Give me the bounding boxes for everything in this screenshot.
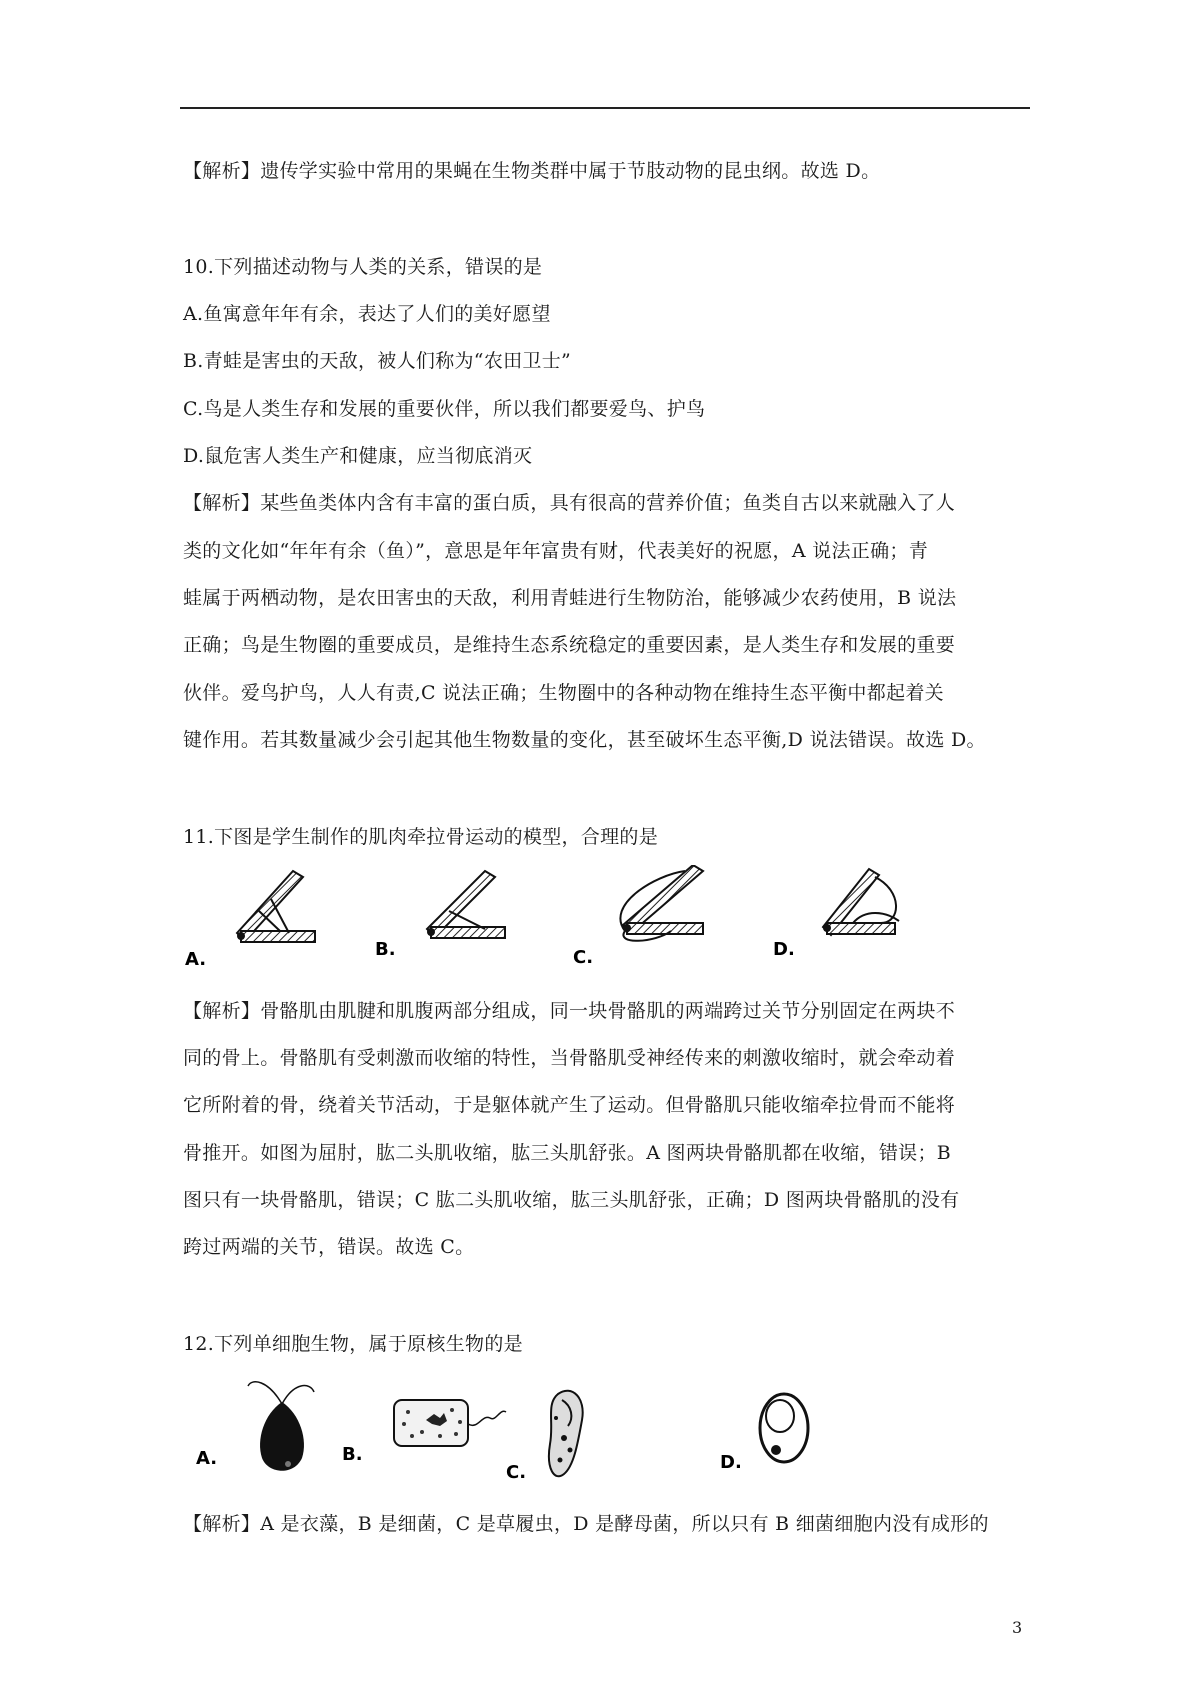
q12-label-a: A. (196, 1448, 218, 1469)
q10-analysis-line: 键作用。若其数量减少会引起其他生物数量的变化，甚至破坏生态平衡,D 说法错误。故选 D。 (183, 729, 986, 751)
q10-analysis-line: 正确；鸟是生物圈的重要成员，是维持生态系统稳定的重要因素，是人类生存和发展的重要 (183, 634, 956, 656)
q11-label-b: B. (375, 939, 396, 960)
q11-analysis-line: 骨推开。如图为屈肘，肱二头肌收缩，肱三头肌舒张。A 图两块骨骼肌都在收缩，错误；B (183, 1142, 952, 1164)
q10-stem: 10.下列描述动物与人类的关系，错误的是 (183, 256, 543, 278)
q10-option-c: C.鸟是人类生存和发展的重要伙伴，所以我们都要爱鸟、护鸟 (183, 398, 706, 420)
q11-label-d: D. (773, 939, 795, 960)
q11-stem: 11.下图是学生制作的肌肉牵拉骨运动的模型，合理的是 (183, 826, 659, 848)
q11-analysis-line: 它所附着的骨，绕着关节活动，于是躯体就产生了运动。但骨骼肌只能收缩牵拉骨而不能将 (183, 1094, 956, 1116)
q12-stem: 12.下列单细胞生物，属于原核生物的是 (183, 1333, 523, 1355)
q10-option-d: D.鼠危害人类生产和健康，应当彻底消灭 (183, 445, 533, 467)
cell-paramecium (506, 1391, 583, 1483)
cell-yeast (720, 1394, 808, 1473)
q12-label-b: B. (342, 1444, 363, 1465)
q11-label-a: A. (185, 949, 207, 970)
q11-analysis-line: 【解析】骨骼肌由肌腱和肌腹两部分组成，同一块骨骼肌的两端跨过关节分别固定在两块不 (183, 1000, 956, 1022)
cell-chlamydomonas (196, 1382, 314, 1471)
q12-cell-figure (190, 1378, 1010, 1488)
q11-muscle-model-figure (185, 865, 1005, 975)
q10-option-a: A.鱼寓意年年有余，表达了人们的美好愿望 (183, 303, 551, 325)
q12-label-d: D. (720, 1452, 742, 1473)
q12-analysis: 【解析】A 是衣藻，B 是细菌，C 是草履虫，D 是酵母菌，所以只有 B 细菌细胞内没有成形的 (183, 1513, 989, 1535)
page-number: 3 (1012, 1618, 1023, 1637)
q10-analysis-line: 伙伴。爱鸟护鸟，人人有责,C 说法正确；生物圈中的各种动物在维持生态平衡中都起着关 (183, 682, 944, 704)
q11-analysis-line: 图只有一块骨骼肌，错误；C 肱二头肌收缩，肱三头肌舒张，正确；D 图两块骨骼肌的没有 (183, 1189, 960, 1211)
q9-analysis: 【解析】遗传学实验中常用的果蝇在生物类群中属于节肢动物的昆虫纲。故选 D。 (183, 160, 881, 182)
muscle-model-b (375, 871, 505, 960)
q10-analysis-line: 类的文化如“年年有余（鱼）”，意思是年年富贵有财，代表美好的祝愿，A 说法正确；青 (183, 540, 928, 562)
muscle-model-a (185, 871, 315, 970)
muscle-model-c (573, 865, 703, 968)
muscle-model-d (773, 869, 899, 960)
q10-analysis-line: 【解析】某些鱼类体内含有丰富的蛋白质，具有很高的营养价值；鱼类自古以来就融入了人 (183, 492, 956, 514)
q11-analysis-line: 同的骨上。骨骼肌有受刺激而收缩的特性，当骨骼肌受神经传来的刺激收缩时，就会牵动着 (183, 1047, 956, 1069)
q10-option-b: B.青蛙是害虫的天敌，被人们称为“农田卫士” (183, 350, 572, 372)
header-rule (180, 107, 1030, 109)
q11-analysis-line: 跨过两端的关节，错误。故选 C。 (183, 1236, 475, 1258)
q12-label-c: C. (506, 1462, 527, 1483)
cell-bacterium (342, 1400, 506, 1465)
q10-analysis-line: 蛙属于两栖动物，是农田害虫的天敌，利用青蛙进行生物防治，能够减少农药使用，B 说法 (183, 587, 957, 609)
q11-label-c: C. (573, 947, 594, 968)
